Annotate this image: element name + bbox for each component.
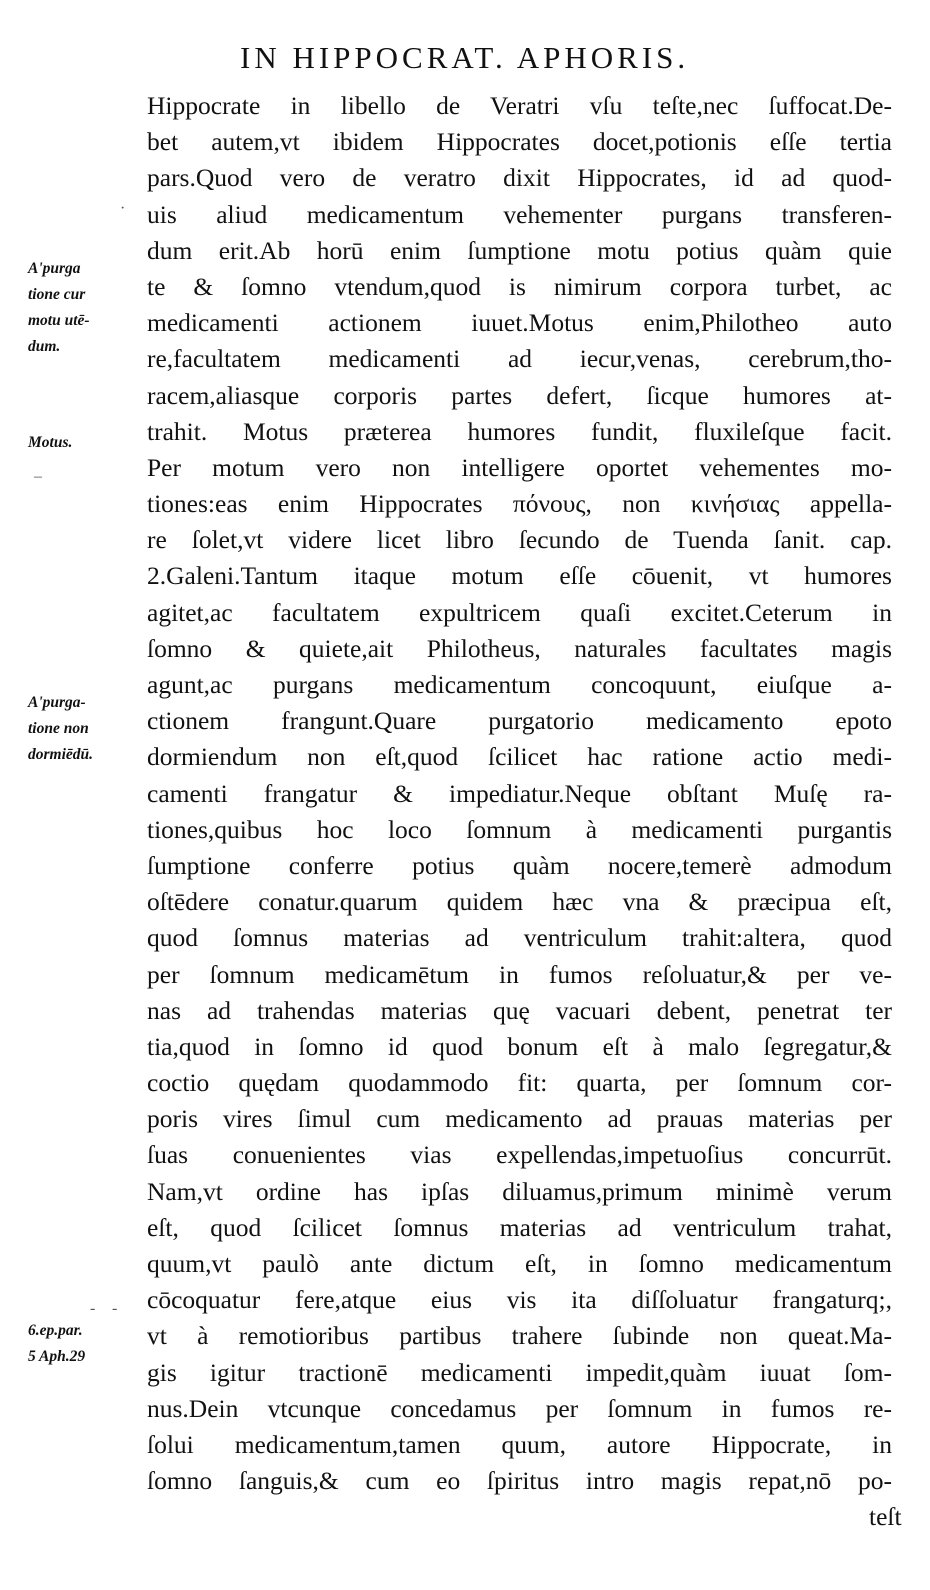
text-line: racem,aliasque corporis partes defert, ſicque humores at- xyxy=(147,380,892,410)
text-line: eſt, quod ſcilicet ſomnus materias ad ventriculum trahat, xyxy=(147,1212,892,1242)
text-line: re,facultatem medicamenti ad iecur,venas, cerebrum,tho- xyxy=(147,344,892,374)
text-line: trahit. Motus præterea humores fundit, fluxileſque facit. xyxy=(147,416,892,446)
text-line: te & ſomno vtendum,quod is nimirum corpora turbet, ac xyxy=(147,271,892,301)
running-header: IN HIPPOCRAT. APHORIS. xyxy=(240,40,690,75)
margin-note-line: dormiēdū. xyxy=(28,746,94,763)
text-line: tiones,quibus hoc loco ſomnum à medicamenti purgantis xyxy=(147,814,892,844)
text-line: bet autem,vt ibidem Hippocrates docet,potionis eſſe tertia xyxy=(147,127,892,157)
text-line: quod ſomnus materias ad ventriculum trahit:altera, quod xyxy=(147,923,892,953)
margin-note-line: dum. xyxy=(28,338,61,355)
text-line: vt à remotioribus partibus trahere ſubinde non queat.Ma- xyxy=(147,1321,892,1351)
text-line: ſumptione conferre potius quàm nocere,temerè admodum xyxy=(147,850,892,880)
margin-note-line: A'purga- xyxy=(28,694,86,711)
text-line: ſomno ſanguis,& cum eo ſpiritus intro magis repat,nō po- xyxy=(147,1466,892,1496)
margin-note-line: tione cur xyxy=(28,286,86,303)
ink-mark: - xyxy=(90,1300,96,1317)
text-line: quum,vt paulò ante dictum eſt, in ſomno medicamentum xyxy=(147,1249,892,1278)
text-line: per ſomnum medicamētum in fumos reſoluatur,& per ve- xyxy=(147,959,892,989)
margin-note-reference xyxy=(28,1318,140,1370)
ink-mark: · xyxy=(120,200,126,217)
text-line: tiones:eas enim Hippocrates πόνους, non κινήσιας appella- xyxy=(147,489,892,519)
margin-note-line: Motus. xyxy=(28,434,73,451)
body-text xyxy=(147,88,902,1536)
text-line: ctionem frangunt.Quare purgatorio medicamento epoto xyxy=(147,706,892,736)
margin-note-line: 6.ep.par. xyxy=(28,1322,83,1339)
text-line: nas ad trahendas materias quę vacuari debent, penetrat ter xyxy=(147,995,892,1025)
margin-note-line: 5 Aph.29 xyxy=(28,1348,86,1365)
text-line: medicamenti actionem iuuet.Motus enim,Philotheo auto xyxy=(147,308,892,338)
text-line: cōcoquatur fere,atque eius vis ita diſſoluatur frangaturq;, xyxy=(147,1285,892,1315)
text-line: poris vires ſimul cum medicamento ad prauas materias per xyxy=(147,1104,892,1134)
text-line: gis igitur tractionē medicamenti impedit,quàm iuuat ſom- xyxy=(147,1357,892,1387)
text-line: agunt,ac purgans medicamentum concoquunt, eiuſque a- xyxy=(147,670,892,699)
text-line: uis aliud medicamentum vehementer purgans transferen- xyxy=(147,199,892,229)
text-line: nus.Dein vtcunque concedamus per ſomnum in fumos re- xyxy=(147,1393,892,1423)
text-line: dum erit.Ab horū enim ſumptione motu potius quàm quie xyxy=(147,235,892,265)
text-line: 2.Galeni.Tantum itaque motum eſſe cōuenit, vt humores xyxy=(147,561,892,591)
text-line: ſomno & quiete,ait Philotheus, naturales facultates magis xyxy=(147,633,892,663)
margin-note-line: A'purga xyxy=(28,260,81,277)
text-line: tia,quod in ſomno id quod bonum eſt à malo ſegregatur,& xyxy=(147,1031,892,1061)
margin-note-purgatione-motu xyxy=(28,256,140,360)
text-line: ſolui medicamentum,tamen quum, autore Hippocrate, in xyxy=(147,1429,892,1459)
ink-mark: - xyxy=(112,1300,118,1317)
text-line: oſtēdere conatur.quarum quidem hæc vna & præcipua eſt, xyxy=(147,887,892,917)
catchword: teſt xyxy=(869,1502,902,1532)
ink-mark: – xyxy=(34,468,42,485)
text-line: pars.Quod vero de veratro dixit Hippocrates, id ad quod- xyxy=(147,163,892,193)
text-line: Hippocrate in libello de Veratri vſu teſte,nec ſuffocat.De- xyxy=(147,91,892,120)
margin-note-line: tione non xyxy=(28,720,89,737)
text-line: Per motum vero non intelligere oportet vehementes mo- xyxy=(147,452,892,482)
margin-note-purgatione-dormiendum xyxy=(28,690,140,768)
text-line: ſuas conuenientes vias expellendas,impetuoſius concurrūt. xyxy=(147,1140,892,1170)
margin-note-motus xyxy=(28,430,140,456)
text-line: coctio quędam quodammodo fit: quarta, per ſomnum cor- xyxy=(147,1068,892,1098)
text-line: agitet,ac facultatem expultricem quaſi excitet.Ceterum in xyxy=(147,597,892,627)
text-line: camenti frangatur & impediatur.Neque obſtant Muſę ra- xyxy=(147,778,892,808)
text-line: re ſolet,vt videre licet libro ſecundo de Tuenda ſanit. cap. xyxy=(147,525,892,555)
margin-note-line: motu utē- xyxy=(28,312,90,329)
text-line: Nam,vt ordine has ipſas diluamus,primum minimè verum xyxy=(147,1176,892,1206)
text-line: dormiendum non eſt,quod ſcilicet hac ratione actio medi- xyxy=(147,742,892,772)
